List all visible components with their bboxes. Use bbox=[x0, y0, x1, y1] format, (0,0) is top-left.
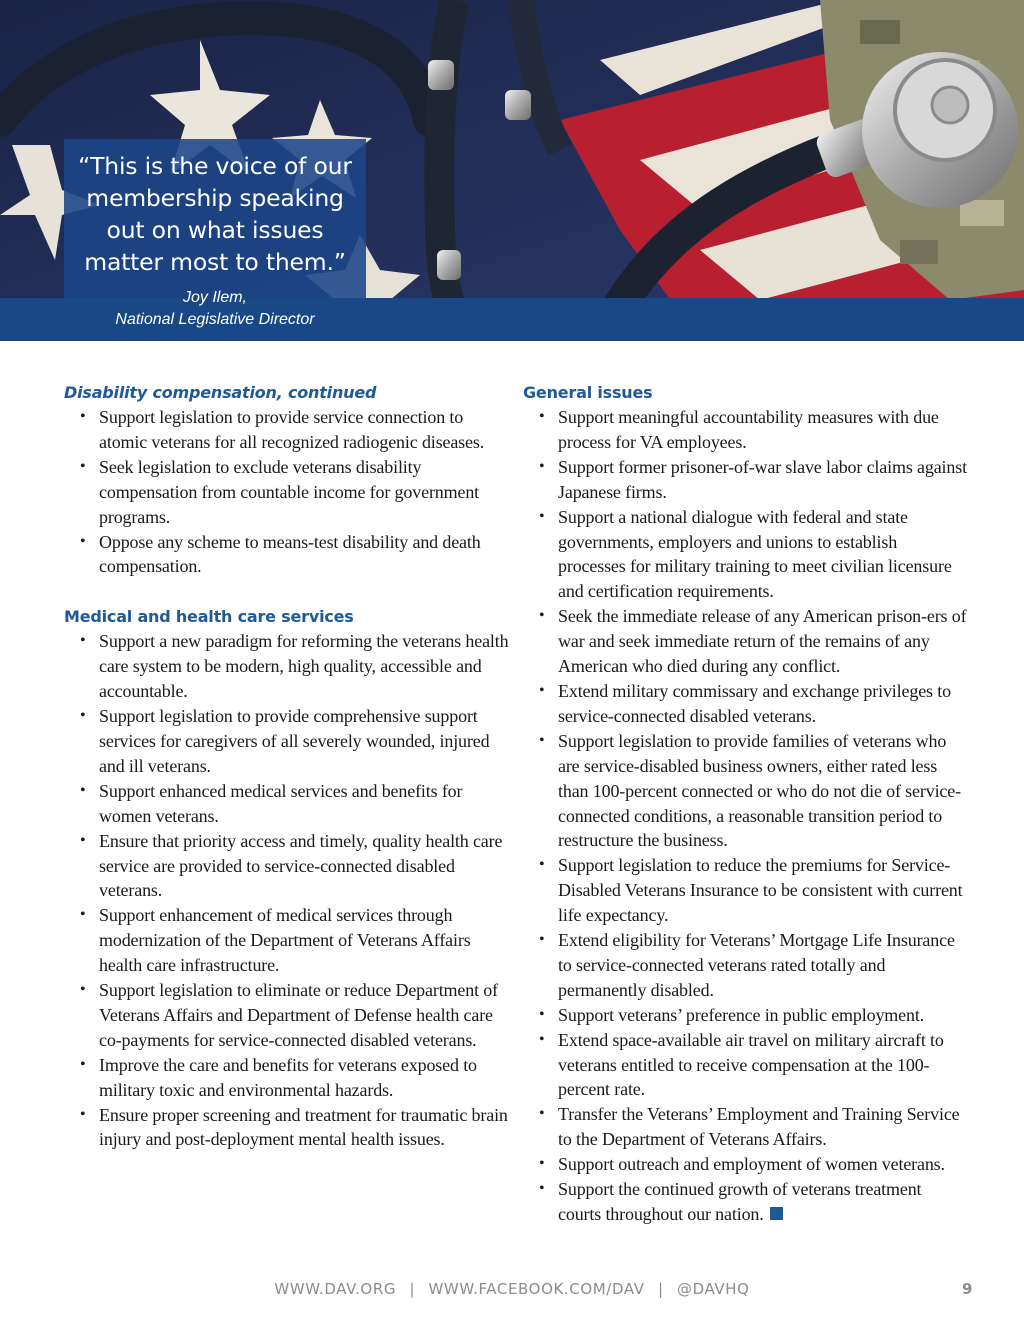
list-item: • Support legislation to provide service connection to atomic veterans for all recognized radiogenic diseases. bbox=[64, 405, 514, 455]
list-item: • Support enhancement of medical services through modernization of the Department of Veterans Affairs health care infrastructure. bbox=[64, 903, 514, 978]
medical-list bbox=[64, 629, 514, 1152]
pull-quote: “This is the voice of our membership speaking out on what issues matter most to them.” bbox=[78, 152, 352, 276]
footer-separator: | bbox=[658, 1280, 664, 1298]
section-heading-disability: Disability compensation, continued bbox=[64, 383, 377, 402]
footer-facebook-link[interactable]: WWW.FACEBOOK.COM/DAV bbox=[428, 1280, 645, 1298]
list-item: • Support enhanced medical services and benefits for women veterans. bbox=[64, 779, 514, 829]
quote-attribution bbox=[64, 287, 366, 331]
list-item: • Oppose any scheme to means-test disability and death compensation. bbox=[64, 530, 514, 580]
list-item: • Support legislation to provide comprehensive support services for caregivers of all severely wounded, injured and ill veterans. bbox=[64, 704, 514, 779]
section-heading-general: General issues bbox=[523, 383, 653, 402]
list-item: • Support legislation to reduce the premiums for Service-Disabled Veterans Insurance to be consistent with current life expectancy. bbox=[523, 853, 968, 928]
footer bbox=[0, 1280, 1024, 1298]
page-number: 9 bbox=[962, 1280, 973, 1298]
list-item: • Support a national dialogue with federal and state governments, employers and unions to establish processes for military training to meet civilian licensure and certification requirements. bbox=[523, 505, 968, 605]
list-item: • Transfer the Veterans’ Employment and Training Service to the Department of Veterans Affairs. bbox=[523, 1102, 968, 1152]
list-item: • Ensure proper screening and treatment for traumatic brain injury and post-deployment mental health issues. bbox=[64, 1103, 514, 1153]
list-item: • Extend eligibility for Veterans’ Mortgage Life Insurance to service-connected veterans rated totally and permanently disabled. bbox=[523, 928, 968, 1003]
list-item: • Seek the immediate release of any American prison-ers of war and seek immediate return of the remains of any American who died during any conflict. bbox=[523, 604, 968, 679]
disability-list bbox=[64, 405, 514, 579]
attribution-title: National Legislative Director bbox=[115, 311, 315, 328]
attribution-name: Joy Ilem, bbox=[182, 289, 247, 306]
right-column bbox=[523, 380, 968, 1227]
list-item: • Support veterans’ preference in public employment. bbox=[523, 1003, 968, 1028]
list-item: • Support meaningful accountability measures with due process for VA employees. bbox=[523, 405, 968, 455]
list-item: • Improve the care and benefits for veterans exposed to military toxic and environmental hazards. bbox=[64, 1053, 514, 1103]
list-item: • Ensure that priority access and timely, quality health care service are provided to service-connected disabled veterans. bbox=[64, 829, 514, 904]
footer-twitter-link[interactable]: @DAVHQ bbox=[677, 1280, 750, 1298]
end-mark-icon bbox=[770, 1207, 783, 1220]
list-item: • Support former prisoner-of-war slave labor claims against Japanese firms. bbox=[523, 455, 968, 505]
list-item-last bbox=[523, 1177, 968, 1227]
footer-website-link[interactable]: WWW.DAV.ORG bbox=[274, 1280, 397, 1298]
hero-photo bbox=[0, 0, 1024, 341]
footer-separator: | bbox=[409, 1280, 416, 1298]
list-item: • Seek legislation to exclude veterans disability compensation from countable income for government programs. bbox=[64, 455, 514, 530]
section-heading-medical: Medical and health care services bbox=[64, 607, 354, 627]
list-item: • Support legislation to provide families of veterans who are service-disabled business owners, either rated less than 100-percent connected or who do not die of service-connected conditions, a reasonable transition period to restructure the business. bbox=[523, 729, 968, 854]
left-column bbox=[64, 380, 514, 1152]
list-item: • Extend military commissary and exchange privileges to service-connected disabled veterans. bbox=[523, 679, 968, 729]
general-list bbox=[523, 405, 968, 1227]
list-item: • Support outreach and employment of women veterans. bbox=[523, 1152, 968, 1177]
list-item-text: Support the continued growth of veterans treatment courts throughout our nation. bbox=[558, 1179, 922, 1224]
list-item: • Extend space-available air travel on military aircraft to veterans entitled to receive compensation at the 100-percent rate. bbox=[523, 1028, 968, 1103]
list-item: • Support legislation to eliminate or reduce Department of Veterans Affairs and Department of Defense health care co-payments for service-connected disabled veterans. bbox=[64, 978, 514, 1053]
list-item: • Support a new paradigm for reforming the veterans health care system to be modern, high quality, accessible and accountable. bbox=[64, 629, 514, 704]
